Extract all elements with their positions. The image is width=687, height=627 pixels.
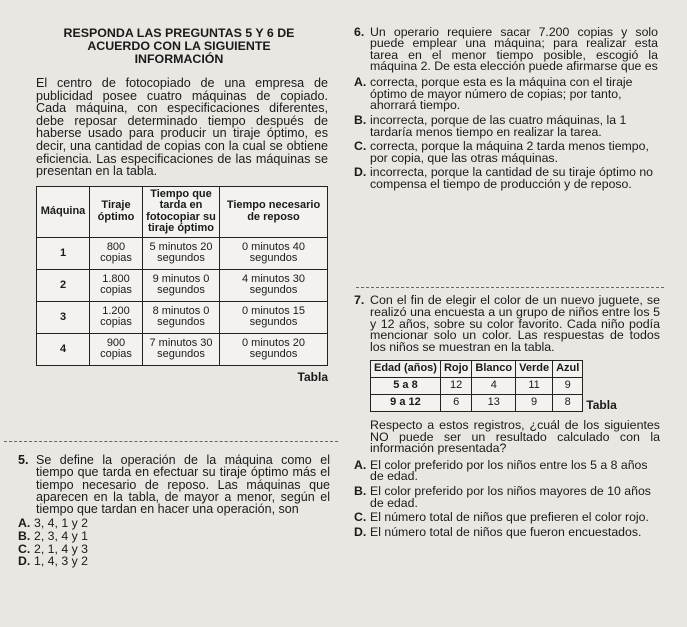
- option-letter: B.: [354, 483, 367, 498]
- answer-option[interactable]: [354, 167, 658, 190]
- table-header-cell: Blanco: [472, 360, 516, 377]
- table-header-cell: Tiempo que tarda en fotocopiar su tiraje óptimo: [143, 186, 220, 237]
- answer-option[interactable]: [354, 141, 658, 164]
- right-column: [354, 27, 658, 191]
- table-cell: 8: [553, 394, 583, 411]
- table-header-cell: Rojo: [440, 360, 471, 377]
- table-cell: 5 a 8: [371, 377, 441, 394]
- question-text: Se define la operación de la máquina como el tiempo que tarda en efectuar su tiraje óptimo más el tiempo necesario de reposo. Las máquinas que aparecen en la tabla, de mayor a menor, según el tiempo que tardan en hacer una operación, son: [36, 453, 330, 517]
- option-letter: C.: [18, 541, 31, 556]
- table-cell: 1.800 copias: [90, 269, 143, 301]
- option-text: 3, 4, 1 y 2: [34, 516, 89, 531]
- table-cell: 13: [472, 394, 516, 411]
- option-text: incorrecta, porque de las cuatro máquinas, la 1 tardaría menos tiempo en realizar la tarea.: [370, 112, 627, 139]
- question-7-text-block: [354, 295, 660, 354]
- table-cell: 9: [553, 377, 583, 394]
- option-letter: D.: [354, 524, 367, 539]
- table-cell: 3: [37, 301, 90, 333]
- table-cell: 0 minutos 40 segundos: [220, 237, 328, 269]
- question-7-prompt: Respecto a estos registros, ¿cuál de los siguientes NO puede ser un resultado calculado con la información presentada?: [370, 417, 660, 456]
- table-row: [37, 301, 328, 333]
- left-column: [36, 27, 328, 384]
- option-letter: D.: [354, 165, 367, 180]
- question-6-text-block: [354, 27, 658, 72]
- option-text: 1, 4, 3 y 2: [34, 554, 89, 569]
- table-cell: 2: [37, 269, 90, 301]
- table-cell: 900 copias: [90, 333, 143, 365]
- answer-option[interactable]: [354, 457, 660, 484]
- survey-table: [370, 360, 583, 412]
- intro-paragraph: El centro de fotocopiado de una empresa de publicidad posee cuatro máquinas de copiado. Cada máquina, con especificaciones diferentes, debe reposar determinado tiempo después de haberse usado para producir un tiraje óptimo, es decir, una cantidad de copias con la cual se obtiene eficiencia. Las especificaciones de las máquinas se presentan en la tabla.: [36, 76, 328, 179]
- option-letter: C.: [354, 510, 367, 525]
- question-7-options: [354, 457, 660, 539]
- answer-option[interactable]: [18, 556, 330, 568]
- answer-option[interactable]: [354, 512, 660, 524]
- table-row: [37, 269, 328, 301]
- table-row: [37, 237, 328, 269]
- table-cell: 0 minutos 15 segundos: [220, 301, 328, 333]
- table-caption: Tabla: [586, 397, 617, 412]
- question-number: 7.: [354, 293, 365, 307]
- table-cell: 7 minutos 30 segundos: [143, 333, 220, 365]
- table-header-cell: Tiempo necesario de reposo: [220, 186, 328, 237]
- option-text: El número total de niños que prefieren el color rojo.: [370, 510, 649, 525]
- table-cell: 1.200 copias: [90, 301, 143, 333]
- option-letter: C.: [354, 139, 367, 154]
- table-cell: 11: [516, 377, 553, 394]
- table-caption: Tabla: [297, 369, 328, 384]
- table-cell: 4: [472, 377, 516, 394]
- table-header-cell: Edad (años): [371, 360, 441, 377]
- section-divider: [356, 287, 664, 288]
- option-text: 2, 1, 4 y 3: [34, 541, 89, 556]
- table-cell: 0 minutos 20 segundos: [220, 333, 328, 365]
- survey-table-wrap: [370, 360, 660, 412]
- table-header-cell: Verde: [516, 360, 553, 377]
- answer-option[interactable]: [354, 524, 660, 539]
- question-5: [18, 454, 330, 568]
- table-cell: 8 minutos 0 segundos: [143, 301, 220, 333]
- option-letter: A.: [354, 457, 367, 472]
- option-letter: A.: [354, 75, 367, 90]
- option-text: El número total de niños que fueron encuestados.: [370, 524, 642, 539]
- question-number: 6.: [354, 25, 365, 39]
- table-row: [371, 377, 583, 394]
- table-cell: 9 a 12: [371, 394, 441, 411]
- table-header-cell: Máquina: [37, 186, 90, 237]
- table-header-row: [371, 360, 583, 377]
- answer-option[interactable]: [354, 483, 660, 510]
- option-letter: A.: [18, 516, 31, 531]
- question-number: 5.: [18, 453, 29, 467]
- question-5-text-block: [18, 454, 330, 515]
- table-cell: 6: [440, 394, 471, 411]
- option-text: correcta, porque la máquina 2 tarda menos tiempo, por copia, que las otras máquinas.: [370, 139, 649, 165]
- question-7: [354, 295, 660, 538]
- table-cell: 9: [516, 394, 553, 411]
- answer-option[interactable]: [354, 77, 658, 112]
- table-cell: 5 minutos 20 segundos: [143, 237, 220, 269]
- table-cell: 1: [37, 237, 90, 269]
- table-cell: 800 copias: [90, 237, 143, 269]
- table-header-cell: Tiraje óptimo: [90, 186, 143, 237]
- table-header-row: [37, 186, 328, 237]
- answer-option[interactable]: [354, 112, 658, 139]
- table-cell: 4 minutos 30 segundos: [220, 269, 328, 301]
- table-cell: 4: [37, 333, 90, 365]
- question-6: [354, 27, 658, 191]
- table-header-cell: Azul: [553, 360, 583, 377]
- table-cell: 9 minutos 0 segundos: [143, 269, 220, 301]
- option-letter: B.: [18, 529, 31, 544]
- option-letter: B.: [354, 112, 367, 127]
- table-row: [371, 394, 583, 411]
- question-text: Un operario requiere sacar 7.200 copias y solo puede emplear una máquina; para realizar esta tarea en el menor tiempo posible, escogió la máquina 2. De esta elección puede afirmarse que es: [370, 25, 658, 73]
- option-text: incorrecta, porque la cantidad de su tiraje óptimo no compensa el tiempo de producción y de reposo.: [370, 165, 653, 191]
- machines-table: [36, 186, 328, 366]
- section-divider: [4, 441, 338, 442]
- option-text: 2, 3, 4 y 1: [34, 529, 89, 544]
- option-letter: D.: [18, 554, 31, 569]
- option-text: correcta, porque esta es la máquina con el tiraje óptimo de mayor número de copias; por tanto, ahorrará tiempo.: [370, 75, 633, 113]
- option-text: El color preferido por los niños entre los 5 a 8 años de edad.: [370, 457, 648, 484]
- section-heading: RESPONDA LAS PREGUNTAS 5 Y 6 DE ACUERDO CON LA SIGUIENTE INFORMACIÓN: [63, 26, 295, 66]
- question-5-options: [18, 518, 330, 567]
- table-row: [37, 333, 328, 365]
- option-text: El color preferido por los niños mayores de 10 años de edad.: [370, 483, 651, 510]
- question-6-options: [354, 77, 658, 190]
- table-cell: 12: [440, 377, 471, 394]
- question-text: Con el fin de elegir el color de un nuevo juguete, se realizó una encuesta a un grupo de niños entre los 5 y 12 años, sobre su color favorito. Cada niño podía mencionar solo un color. Las respuestas de todos los niños se muestran en la tabla.: [370, 293, 660, 355]
